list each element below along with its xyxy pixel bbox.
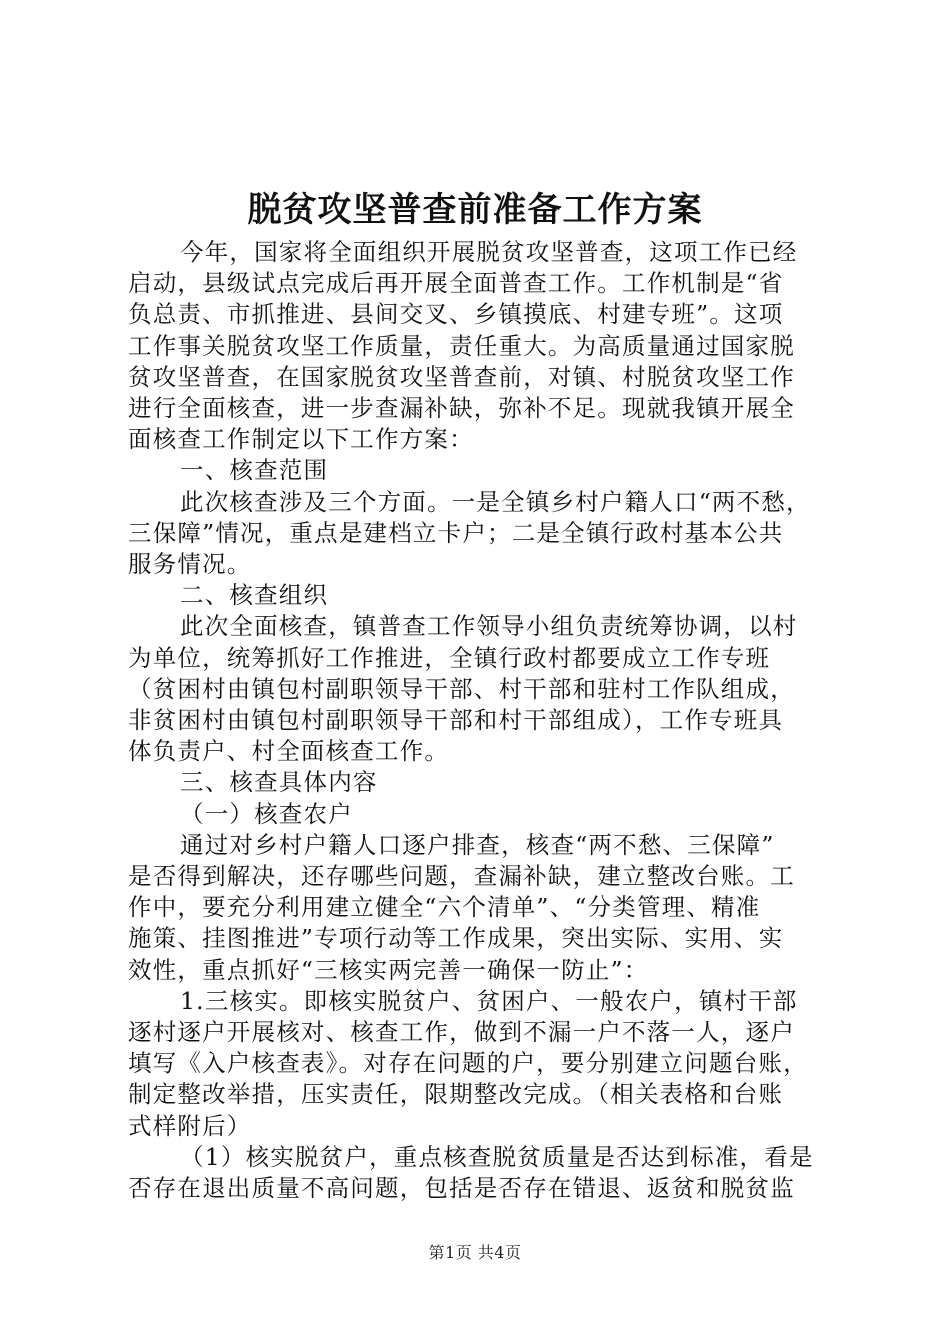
paragraph-line: 进行全面核查，进一步查漏补缺，弥补不足。现就我镇开展全 <box>128 394 795 423</box>
paragraph-line: 启动，县级试点完成后再开展全面普查工作。工作机制是“省 <box>128 269 784 298</box>
paragraph-line: 工作事关脱贫攻坚工作质量，责任重大。为高质量通过国家脱 <box>128 331 795 360</box>
paragraph-line: 此次核查涉及三个方面。一是全镇乡村户籍人口“两不愁， <box>180 487 811 516</box>
paragraph-line: 式样附后） <box>128 1111 252 1140</box>
subsection-heading: （一）核查农户 <box>180 799 353 828</box>
document-title: 脱贫攻坚普查前准备工作方案 <box>247 190 703 230</box>
document-body <box>128 237 828 1204</box>
paragraph-line: 填写《入户核查表》。对存在问题的户，要分别建立问题台账， <box>128 1049 808 1078</box>
paragraph-line: 为单位，统筹抓好工作推进，全镇行政村都要成立工作专班 <box>128 643 771 672</box>
paragraph-line: 贫攻坚普查，在国家脱贫攻坚普查前，对镇、村脱贫攻坚工作 <box>128 362 795 391</box>
paragraph-line: （贫困村由镇包村副职领导干部、村干部和驻村工作队组成， <box>128 674 795 703</box>
paragraph-line: 逐村逐户开展核对、核查工作，做到不漏一户不落一人，逐户 <box>128 1018 795 1047</box>
paragraph-line: 此次全面核查，镇普查工作领导小组负责统筹协调，以村 <box>180 612 798 641</box>
paragraph-line: 通过对乡村户籍人口逐户排查，核查“两不愁、三保障” <box>180 830 775 859</box>
paragraph-line: 作中，要充分利用建立健全“六个清单”、“分类管理、精准 <box>128 893 761 922</box>
paragraph-line: 负总责、市抓推进、县间交叉、乡镇摸底、村建专班”。这项 <box>128 300 784 329</box>
page-footer: 第1页 共4页 <box>428 1243 522 1262</box>
paragraph-line: 面核查工作制定以下工作方案： <box>128 425 474 454</box>
section-heading: 二、核查组织 <box>180 581 329 610</box>
paragraph-line: 是否得到解决，还存哪些问题，查漏补缺，建立整改台账。工 <box>128 862 795 891</box>
paragraph-line: （1）核实脱贫户，重点核查脱贫质量是否达到标准，看是 <box>180 1142 814 1171</box>
paragraph-line: 服务情况。 <box>128 550 252 579</box>
paragraph-line: 施策、挂图推进”专项行动等工作成果，突出实际、实用、实 <box>128 924 784 953</box>
section-heading: 一、核查范围 <box>180 456 329 485</box>
paragraph-line: 制定整改举措，压实责任，限期整改完成。（相关表格和台账 <box>128 1080 784 1109</box>
section-heading: 三、核查具体内容 <box>180 768 378 797</box>
paragraph-line: 今年，国家将全面组织开展脱贫攻坚普查，这项工作已经 <box>180 238 798 266</box>
paragraph-line: 否存在退出质量不高问题，包括是否存在错退、返贫和脱贫监 <box>128 1174 795 1203</box>
paragraph-line: 三保障”情况，重点是建档立卡户；二是全镇行政村基本公共 <box>128 518 784 547</box>
paragraph-line: 非贫困村由镇包村副职领导干部和村干部组成），工作专班具 <box>128 706 784 735</box>
paragraph-line: 效性，重点抓好“三核实两完善一确保一防止”： <box>128 955 649 984</box>
paragraph-line: 1.三核实。即核实脱贫户、贫困户、一般农户，镇村干部 <box>180 986 798 1015</box>
paragraph-line: 体负责户、村全面核查工作。 <box>128 737 450 766</box>
